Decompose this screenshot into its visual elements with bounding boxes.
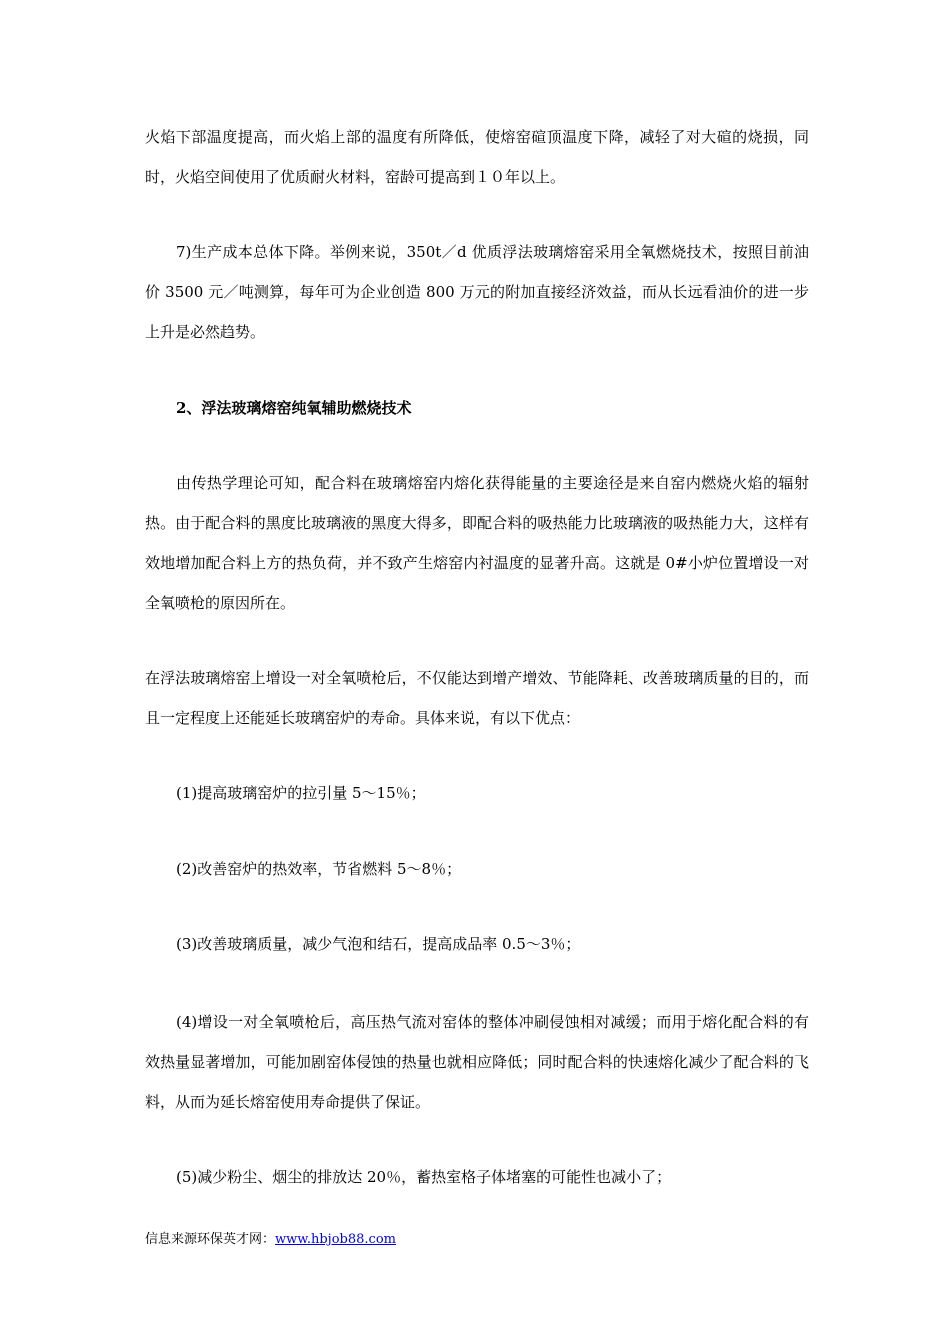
paragraph-advantages-intro: 在浮法玻璃熔窑上增设一对全氧喷枪后，不仅能达到增产增效、节能降耗、改善玻璃质量的目的，而且一定程度上还能延长玻璃窑炉的寿命。具体来说，有以下优点： (145, 669, 809, 727)
list-item: (1)提高玻璃窑炉的拉引量 5～15％； (176, 784, 426, 802)
page-footer (145, 1228, 396, 1252)
list-item: (3)改善玻璃质量，减少气泡和结石，提高成品率 0.5～3％； (176, 935, 581, 953)
list-item: (4)增设一对全氧喷枪后，高压热气流对窑体的整体冲刷侵蚀相对减缓；而用于熔化配合料的有效热量显著增加，可能加剧窑体侵蚀的热量也就相应降低；同时配合料的快速熔化减少了配合料的飞料，从而为延长熔窑使用寿命提供了保证。 (145, 1013, 809, 1111)
list-item: (2)改善窑炉的热效率，节省燃料 5～8％； (176, 860, 462, 878)
section-heading: 2、浮法玻璃熔窑纯氧辅助燃烧技术 (176, 399, 412, 417)
list-item: (5)减少粉尘、烟尘的排放达 20％，蓄热室格子体堵塞的可能性也减小了； (176, 1168, 672, 1186)
paragraph-production-cost: 7)生产成本总体下降。举例来说，350t／d 优质浮法玻璃熔窑采用全氧燃烧技术，按照目前油价 3500 元／吨测算，每年可为企业创造 800 万元的附加直接经济效益，而从长远看油价的进一步上升是必然趋势。 (145, 243, 809, 341)
footer-source-label: 信息来源环保英才网： (145, 1232, 276, 1247)
footer-source-link[interactable]: www.hbjob88.com (275, 1232, 396, 1247)
paragraph-flame-temperature: 火焰下部温度提高，而火焰上部的温度有所降低，使熔窑碹顶温度下降，减轻了对大碹的烧损，同时，火焰空间使用了优质耐火材料，窑龄可提高到１０年以上。 (145, 128, 809, 186)
paragraph-heat-transfer: 由传热学理论可知，配合料在玻璃熔窑内熔化获得能量的主要途径是来自窑内燃烧火焰的辐射热。由于配合料的黑度比玻璃液的黑度大得多，即配合料的吸热能力比玻璃液的吸热能力大，这样有效地增加配合料上方的热负荷，并不致产生熔窑内衬温度的显著升高。这就是 0#小炉位置增设一对全氧喷枪的原因所在。 (145, 474, 809, 612)
